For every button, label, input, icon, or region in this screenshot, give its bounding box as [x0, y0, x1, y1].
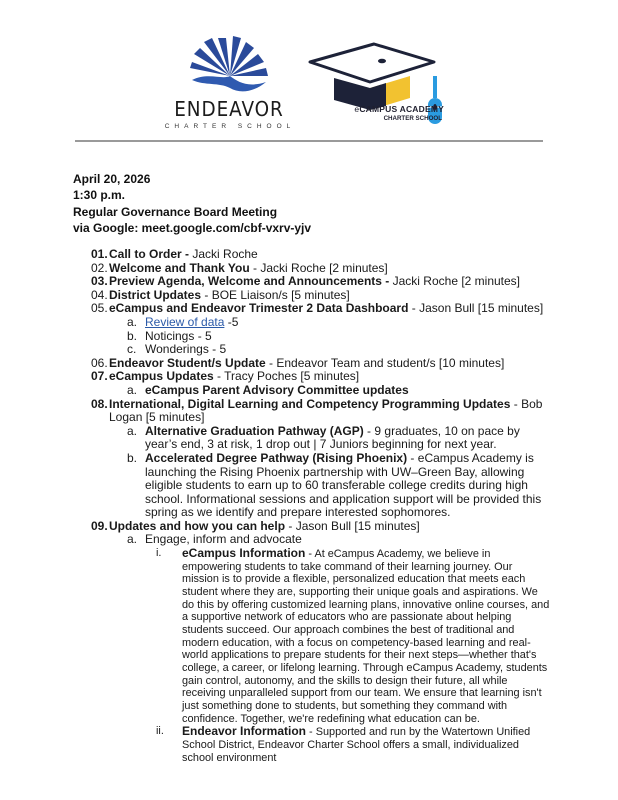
agenda-separator: -	[510, 396, 522, 411]
agenda-separator: -	[201, 287, 212, 302]
agenda-separator: -	[408, 301, 420, 316]
agenda-number: 09.	[91, 518, 108, 533]
agenda-list	[0, 248, 618, 764]
agenda-title: eCampus Updates	[109, 369, 214, 384]
agenda-title: Updates and how you can help	[109, 518, 286, 533]
subitem-duration: -5	[224, 314, 239, 329]
agenda-subitem-05a	[0, 316, 618, 330]
agenda-subitem-08a	[0, 425, 618, 452]
agenda-subitem-08b	[0, 452, 618, 520]
meeting-title: Regular Governance Board Meeting	[73, 204, 278, 219]
agenda-item-07	[0, 370, 618, 384]
agenda-number: 02.	[91, 260, 108, 275]
subitem-letter: a.	[127, 423, 138, 438]
subitem-letter: b.	[127, 328, 138, 343]
agenda-presenter: BOE Liaison/s [5 minutes]	[211, 287, 350, 302]
agenda-item-04	[0, 289, 618, 303]
agenda-separator: -	[249, 260, 261, 275]
agenda-number: 08.	[91, 396, 108, 411]
ecampus-logo-prefix: e	[354, 104, 360, 114]
subitem-title: Endeavor Information	[182, 724, 307, 739]
agenda-presenter: Jacki Roche	[192, 247, 258, 261]
agenda-number: 05.	[91, 301, 108, 316]
agenda-item-09	[0, 520, 618, 534]
subitem-letter: a.	[127, 532, 138, 547]
agenda-title: Preview Agenda, Welcome and Announcements	[109, 274, 382, 289]
agenda-separator: -	[285, 518, 296, 533]
ecampus-logo-subtitle: CHARTER SCHOOL	[383, 115, 442, 122]
subitem-separator: -	[363, 423, 375, 438]
subitem-text: eCampus Academy is launching the Rising Phoenix partnership with UW–Green Bay, allowing eligible students to earn up to 60 transferable college credits during high school. Informational sessions and application support will be provided this spring as we identify and prepare interested sophomores.	[145, 450, 542, 520]
subitem-letter: a.	[127, 382, 138, 397]
agenda-item-08	[0, 398, 618, 425]
ecampus-logo	[306, 36, 456, 130]
agenda-subitem-09a-ii	[0, 725, 618, 764]
subitem-letter: b.	[127, 450, 138, 465]
agenda-number: 06.	[91, 355, 108, 370]
agenda-presenter: Endeavor Team and student/s [10 minutes]	[276, 355, 505, 370]
agenda-presenter: Tracy Poches [5 minutes]	[224, 369, 360, 384]
subitem-roman: i.	[156, 547, 162, 560]
subitem-roman: ii.	[156, 725, 164, 738]
agenda-number: 07.	[91, 369, 108, 384]
agenda-presenter: Jason Bull [15 minutes]	[295, 518, 420, 533]
endeavor-sunburst-icon	[188, 36, 272, 96]
subitem-text: Supported and run by the Watertown Unified School District, Endeavor Charter School offers a small, individualized school environment	[182, 726, 531, 764]
subitem-title: eCampus Parent Advisory Committee updates	[145, 382, 409, 397]
subitem-separator: -	[306, 726, 316, 739]
subitem-text: Noticings - 5	[145, 328, 212, 343]
ecampus-logo-wordmark: CAMPUS ACADEMY	[359, 104, 444, 114]
agenda-presenter: Bob Logan [5 minutes]	[109, 396, 543, 425]
subitem-text: At eCampus Academy, we believe in empowering students to take command of their learning journey. Our mission is to provide a flexible, personalized education that meets each student where they are, supporting their unique goals and aspirations. We do this by offering customized learning plans, innovative online courses, and a supportive network of educators who are passionate about helping students succeed. Our approach combines the best of traditional and modern education, with a focus on competency-based learning and real-world applications to prepare students for their next steps—whether that's college, a career, or lifelong learning. Through eCampus Academy, students gain control, autonomy, and the skills to design their future, all while receiving unparalleled support from our team. We ensure that learning isn't just something done to students, but something they command with confidence. Together, we're redefining what education can be.	[182, 548, 550, 725]
agenda-title: Welcome and Thank You	[109, 260, 250, 275]
subitem-text: Wonderings - 5	[145, 342, 227, 357]
agenda-separator: -	[213, 369, 225, 384]
agenda-subitem-05c	[0, 343, 618, 357]
endeavor-logo	[160, 36, 300, 132]
endeavor-logo-name: ENDEAVOR	[174, 97, 284, 121]
agenda-title: eCampus and Endeavor Trimester 2 Data Dashboard	[109, 301, 409, 316]
subitem-title: Accelerated Degree Pathway (Rising Phoenix)	[145, 450, 408, 465]
agenda-item-02	[0, 262, 618, 276]
review-of-data-link[interactable]: Review of data	[145, 314, 225, 329]
subitem-text: Engage, inform and advocate	[145, 532, 302, 547]
agenda-number: 03.	[91, 274, 108, 289]
meeting-info	[73, 171, 311, 236]
endeavor-logo-subtitle: CHARTER SCHOOL	[164, 123, 296, 130]
agenda-presenter: Jacki Roche [2 minutes]	[392, 274, 521, 289]
ecampus-logo-name	[324, 104, 444, 114]
subitem-letter: c.	[127, 342, 137, 357]
agenda-item-06	[0, 357, 618, 371]
agenda-presenter: Jason Bull [15 minutes]	[419, 301, 544, 316]
agenda-subitem-09a-i	[0, 547, 618, 725]
subitem-separator: -	[407, 450, 418, 465]
agenda-presenter: Jacki Roche [2 minutes]	[260, 260, 388, 275]
agenda-subitem-05b	[0, 330, 618, 344]
subitem-letter: a.	[127, 314, 138, 329]
agenda-separator: -	[265, 355, 277, 370]
subitem-title: eCampus Information	[182, 546, 306, 561]
subitem-title: Alternative Graduation Pathway (AGP)	[145, 423, 364, 438]
agenda-item-05	[0, 302, 618, 316]
agenda-number: 04.	[91, 287, 108, 302]
agenda-number: 01.	[91, 247, 108, 261]
header-divider	[75, 140, 543, 142]
meeting-location: via Google: meet.google.com/cbf-vxrv-yjv	[73, 220, 312, 235]
agenda-title: Endeavor Student/s Update	[109, 355, 266, 370]
agenda-separator: -	[381, 274, 393, 289]
agenda-title: District Updates	[109, 287, 202, 302]
agenda-item-01	[0, 248, 618, 262]
agenda-subitem-09a	[0, 533, 618, 547]
agenda-title: International, Digital Learning and Competency Programming Updates	[109, 396, 511, 411]
agenda-separator: -	[181, 247, 193, 261]
agenda-item-03	[0, 275, 618, 289]
meeting-time: 1:30 p.m.	[73, 188, 126, 203]
subitem-text: 9 graduates, 10 on pace by year’s end, 3 at risk, 1 drop out | 7 Juniors beginning for next year.	[145, 423, 520, 452]
agenda-title: Call to Order	[109, 247, 182, 261]
subitem-separator: -	[305, 548, 315, 561]
meeting-date: April 20, 2026	[73, 172, 151, 186]
agenda-subitem-07a	[0, 384, 618, 398]
